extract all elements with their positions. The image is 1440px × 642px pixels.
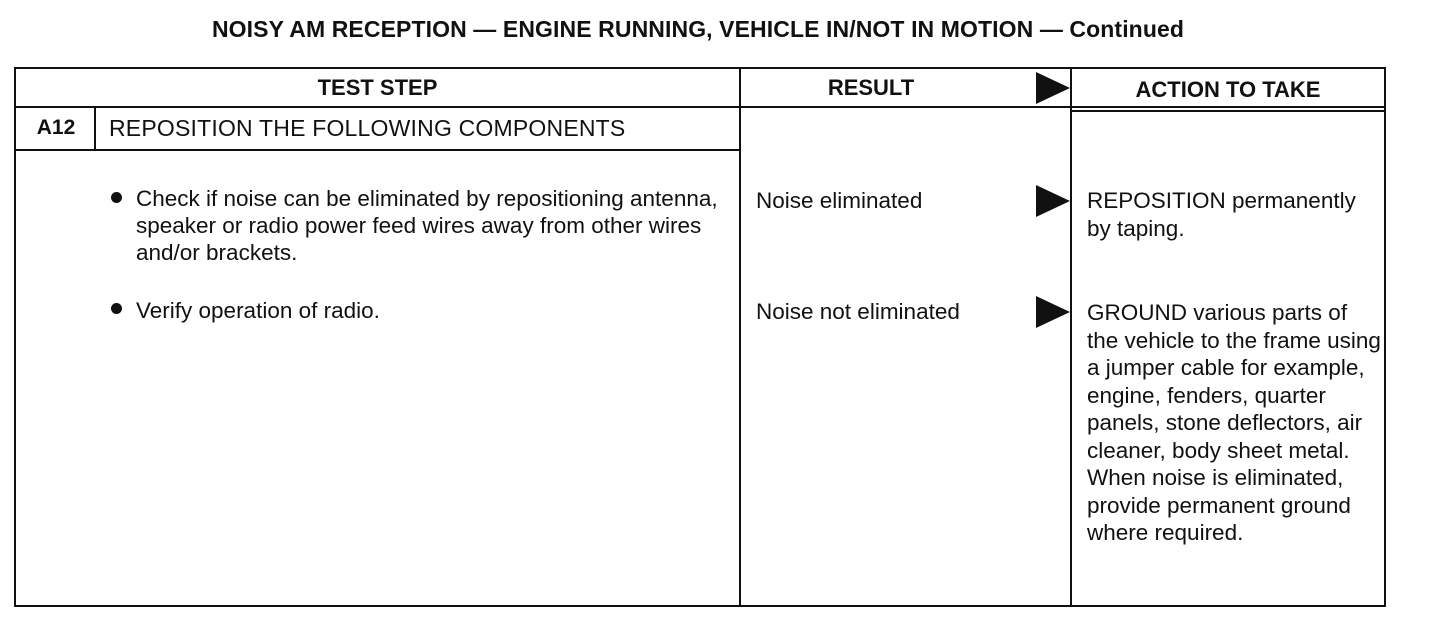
header-test-step: TEST STEP [317, 75, 438, 100]
header-result: RESULT [827, 75, 915, 100]
step-title: REPOSITION THE FOLLOWING COMPONENTS [109, 115, 626, 141]
test-step-bullet-2: Verify operation of radio. [136, 298, 380, 323]
column-divider-result [739, 69, 741, 605]
bullet-dot-icon [111, 303, 122, 314]
column-divider-action [1070, 69, 1072, 605]
header-rule [16, 106, 1384, 108]
action-2: GROUND various parts of the vehicle to the frame using a jumper cable for example, engine, fenders, quarter panels, stone deflectors, air cleaner, body sheet metal. When noise is eliminated, provide permanent ground where required. [1087, 300, 1381, 545]
right-triangle-arrow-icon [1036, 296, 1070, 328]
test-step-bullet-1: Check if noise can be eliminated by repositioning antenna, speaker or radio power feed wires away from other wires and/or brackets. [136, 186, 718, 265]
step-number: A12 [36, 116, 76, 139]
diagnostic-table [14, 67, 1386, 607]
action-header-rule [1070, 110, 1384, 112]
header-action-to-take: ACTION TO TAKE [1135, 77, 1321, 102]
right-triangle-arrow-icon [1036, 185, 1070, 217]
result-1: Noise eliminated [756, 188, 923, 213]
action-1: REPOSITION permanently by taping. [1087, 188, 1356, 241]
page-title: NOISY AM RECEPTION — ENGINE RUNNING, VEHICLE IN/NOT IN MOTION — Continued [211, 16, 1185, 42]
right-triangle-arrow-icon [1036, 72, 1070, 104]
step-title-rule [16, 149, 739, 151]
bullet-dot-icon [111, 192, 122, 203]
result-2: Noise not eliminated [756, 299, 960, 324]
